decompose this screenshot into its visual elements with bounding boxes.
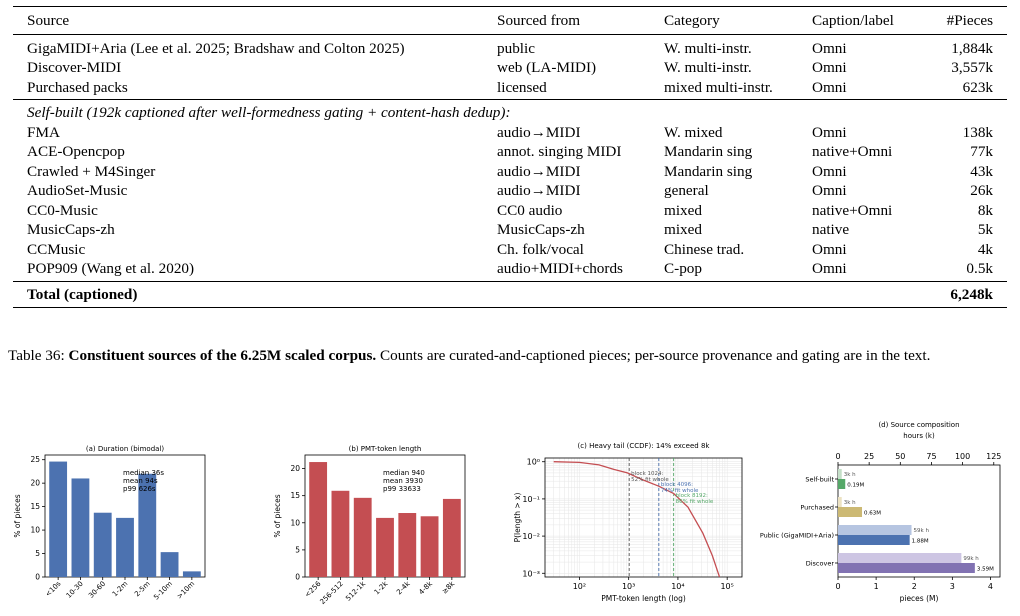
x-tick-label: 4-8k	[417, 579, 434, 597]
table-cell: Ch. folk/vocal	[497, 240, 584, 258]
table-cell: Mandarin sing	[664, 143, 753, 160]
table-row	[13, 240, 1007, 260]
hours-bar	[838, 553, 961, 563]
table-cell: 4k	[977, 240, 993, 258]
bar	[443, 499, 461, 577]
x-tick-label: 3	[949, 582, 955, 591]
table-cell: Mandarin sing	[664, 162, 753, 180]
table-cell: ACE-Opencpop	[27, 143, 125, 160]
table-row	[13, 220, 1007, 240]
x-tick-label-top: 75	[926, 452, 937, 461]
table-cell: Omni	[812, 59, 847, 76]
x-tick-label: 1-2k	[372, 579, 390, 597]
table-cell: 623k	[962, 78, 993, 96]
table-row	[13, 58, 1007, 78]
chart-title: (b) PMT-token length	[348, 445, 422, 453]
annotation-text: mean 3930	[383, 477, 423, 485]
table-cell: W. mixed	[664, 123, 723, 141]
x-tick-label: 5-10m	[152, 579, 174, 602]
x-axis-label: PMT-token length (log)	[601, 594, 686, 603]
bar	[354, 498, 372, 577]
table-cell: annot. singing MIDI	[497, 143, 622, 160]
chart-duration	[0, 418, 230, 616]
chart-title: (d) Source composition	[878, 421, 960, 429]
table-header-row	[13, 7, 1007, 35]
y-tick-label: 15	[30, 502, 40, 512]
bar	[116, 518, 134, 577]
y-tick-label: 20	[290, 464, 300, 474]
table-cell: native+Omni	[812, 201, 893, 219]
top-axis-label: hours (k)	[903, 432, 935, 440]
table-cell: Category	[664, 7, 812, 35]
x-tick-label: ≥8k	[440, 579, 457, 596]
table-cell: CC0 audio	[497, 201, 563, 219]
table-cell: MusicCaps-zh	[27, 221, 115, 238]
caption-prefix: Table 36:	[8, 347, 69, 364]
threshold-label: 52% fit whole	[631, 477, 669, 483]
threshold-label: block 8192:	[675, 493, 708, 499]
y-tick-label: 0	[295, 572, 300, 582]
chart-token-length	[258, 418, 488, 616]
x-tick-label: 10-30	[64, 579, 85, 600]
table-cell: CCMusic	[27, 240, 86, 258]
y-tick-label: 0	[35, 572, 40, 582]
table-cell: 26k	[970, 182, 993, 199]
table-cell: licensed	[497, 78, 547, 96]
y-tick-label: 25	[30, 455, 40, 465]
table-cell: 3,557k	[951, 59, 993, 76]
table-cell: Omni	[812, 162, 847, 180]
table-cell: mixed multi-instr.	[664, 78, 773, 96]
pieces-bar	[838, 479, 845, 489]
hours-bar	[838, 497, 842, 507]
table-cell: native	[812, 221, 850, 238]
annotation-text: median 940	[383, 469, 425, 477]
bar	[49, 462, 67, 577]
caption-rest: Counts are curated-and-captioned pieces; per-source provenance and gating are in the text.	[376, 347, 931, 364]
table-cell: 138k	[962, 123, 993, 141]
table-cell: W. multi-instr.	[664, 59, 752, 76]
table-cell: POP909 (Wang et al. 2020)	[27, 260, 195, 277]
y-axis-label: % of pieces	[13, 494, 22, 538]
table-row	[13, 123, 1007, 143]
hours-bar	[838, 469, 842, 479]
table-cell: 77k	[970, 143, 993, 160]
table-cell: Omni	[812, 78, 847, 96]
table-cell: #Pieces	[917, 7, 1007, 35]
bar	[94, 513, 112, 577]
x-tick-label: 10⁴	[671, 582, 685, 591]
x-tick-label-top: 0	[835, 452, 841, 461]
y-tick-label: 10⁻²	[522, 532, 540, 542]
category-label: Self-built	[805, 475, 834, 484]
table-cell: general	[664, 182, 709, 199]
bar	[161, 552, 179, 577]
hours-bar	[838, 525, 912, 535]
table-row	[13, 162, 1007, 182]
category-label: Discover	[805, 559, 834, 568]
table-cell: Omni	[812, 39, 847, 57]
table-cell: mixed	[664, 201, 702, 219]
y-tick-label: 15	[290, 491, 300, 501]
table-cell: GigaMIDI+Aria (Lee et al. 2025; Bradshaw and Colton 2025)	[27, 39, 405, 57]
table-cell: web (LA-MIDI)	[497, 59, 597, 76]
x-tick-label: 10²	[572, 582, 587, 591]
y-tick-label: 5	[295, 545, 300, 555]
table-row	[13, 142, 1007, 162]
table-cell: Discover-MIDI	[27, 59, 122, 76]
pieces-bar	[838, 535, 910, 545]
x-tick-label-top: 50	[895, 452, 906, 461]
pieces-bar	[838, 507, 862, 517]
table-cell: 1,884k	[951, 39, 993, 57]
x-tick-label-top: 125	[986, 452, 1002, 461]
y-tick-label: 10	[290, 518, 300, 528]
x-tick-label: 2-5m	[133, 579, 152, 599]
annotation-text: mean 94s	[123, 477, 158, 485]
pieces-label: 3.59M	[976, 566, 994, 573]
threshold-label: block 4096:	[660, 482, 694, 488]
total-row	[13, 281, 1007, 308]
pieces-label: 0.19M	[847, 482, 865, 489]
y-tick-label: 10⁰	[526, 457, 540, 467]
chart-source-composition	[748, 418, 1020, 616]
x-tick-label-top: 100	[954, 452, 971, 461]
table-cell: MusicCaps-zh	[497, 221, 585, 238]
table-cell: 5k	[977, 221, 993, 238]
x-tick-label: 512-1k	[344, 579, 368, 603]
x-tick-label: 10³	[621, 582, 636, 591]
x-axis-label: pieces (M)	[899, 594, 939, 603]
bar	[183, 571, 201, 577]
x-tick-label: <256	[303, 579, 323, 600]
table-cell: audio→MIDI	[497, 182, 581, 199]
table-cell: mixed	[664, 221, 702, 238]
sources-table	[13, 6, 1007, 308]
table-cell: Sourced from	[497, 7, 664, 35]
bar	[72, 478, 90, 577]
x-tick-label: 1-2m	[110, 579, 130, 599]
x-tick-label: 2-4k	[395, 579, 412, 597]
table-cell: Omni	[812, 182, 847, 199]
bar	[332, 491, 350, 577]
table-cell: W. multi-instr.	[664, 39, 752, 57]
table-cell: Purchased packs	[27, 78, 128, 96]
threshold-label: 86% fit whole	[675, 499, 714, 505]
table-row	[13, 259, 1007, 281]
bar	[309, 462, 327, 577]
table-cell: 8k	[977, 201, 993, 219]
threshold-label: block 1024:	[631, 471, 664, 477]
table-cell: Chinese trad.	[664, 240, 745, 258]
table-cell: native+Omni	[812, 143, 893, 160]
x-tick-label: 10⁵	[720, 582, 734, 591]
table-row	[13, 78, 1007, 100]
y-axis-label: % of pieces	[273, 494, 282, 538]
chart-title: (c) Heavy tail (CCDF): 14% exceed 8k	[577, 442, 710, 450]
pieces-label: 0.63M	[864, 510, 882, 517]
y-tick-label: 10	[30, 525, 40, 535]
table-cell: Omni	[812, 123, 847, 141]
table-cell: AudioSet-Music	[27, 182, 128, 199]
category-label: Purchased	[800, 503, 834, 512]
total-label: Total (captioned)	[13, 281, 917, 308]
table-row	[13, 201, 1007, 221]
bar	[421, 516, 439, 577]
caption-bold: Constituent sources of the 6.25M scaled corpus.	[68, 347, 377, 364]
table-caption	[8, 346, 1013, 366]
pieces-bar	[838, 563, 975, 573]
table-cell: audio+MIDI+chords	[497, 260, 623, 277]
y-tick-label: 10⁻³	[522, 569, 540, 579]
x-tick-label: 0	[835, 582, 841, 591]
x-tick-label: >10m	[175, 579, 197, 601]
table-row	[13, 181, 1007, 201]
table-cell: Omni	[812, 260, 847, 277]
table-cell: 0.5k	[966, 260, 993, 277]
table-cell: audio→MIDI	[497, 123, 581, 141]
hours-label: 3k h	[843, 472, 856, 478]
x-tick-label: 30-60	[87, 579, 108, 600]
category-label: Public (GigaMIDI+Aria)	[759, 531, 834, 540]
table-cell: CC0-Music	[27, 201, 98, 219]
x-tick-label: 2	[911, 582, 917, 591]
y-axis-label: P(length > x)	[513, 492, 522, 543]
selfbuilt-header-row	[13, 100, 1007, 123]
table-cell: Caption/label	[812, 7, 917, 35]
hours-label: 3k h	[843, 500, 856, 506]
table-cell: public	[497, 39, 535, 57]
threshold-label: 74% fit whole	[660, 488, 699, 494]
y-tick-label: 10⁻¹	[522, 494, 540, 504]
table-cell: Crawled + M4Singer	[27, 162, 156, 180]
y-tick-label: 20	[30, 478, 40, 488]
table-cell: C-pop	[664, 260, 702, 277]
chart-title: (a) Duration (bimodal)	[85, 445, 165, 453]
annotation-text: p99 626s	[123, 485, 156, 493]
annotation-text: median 36s	[123, 469, 165, 477]
x-tick-label: 256-512	[318, 579, 345, 607]
bar	[376, 518, 394, 577]
table-cell: 43k	[970, 162, 993, 180]
selfbuilt-header: Self-built (192k captioned after well-formedness gating + content-hash dedup):	[13, 100, 1007, 123]
table-cell: Omni	[812, 240, 847, 258]
table-cell: audio→MIDI	[497, 162, 581, 180]
table-cell: Source	[13, 7, 497, 35]
table-cell: FMA	[27, 123, 60, 141]
pieces-label: 1.88M	[911, 538, 929, 545]
annotation-text: p99 33633	[383, 485, 421, 493]
x-tick-label: <10s	[43, 579, 63, 599]
x-tick-label: 4	[987, 582, 994, 591]
x-tick-label-top: 25	[864, 452, 875, 461]
x-tick-label: 1	[873, 582, 879, 591]
table-row	[13, 34, 1007, 58]
chart-ccdf	[510, 418, 760, 616]
bar	[398, 513, 416, 577]
y-tick-label: 5	[35, 549, 40, 559]
total-value: 6,248k	[917, 281, 1007, 308]
hours-label: 99k h	[963, 556, 979, 562]
hours-label: 59k h	[913, 528, 929, 534]
